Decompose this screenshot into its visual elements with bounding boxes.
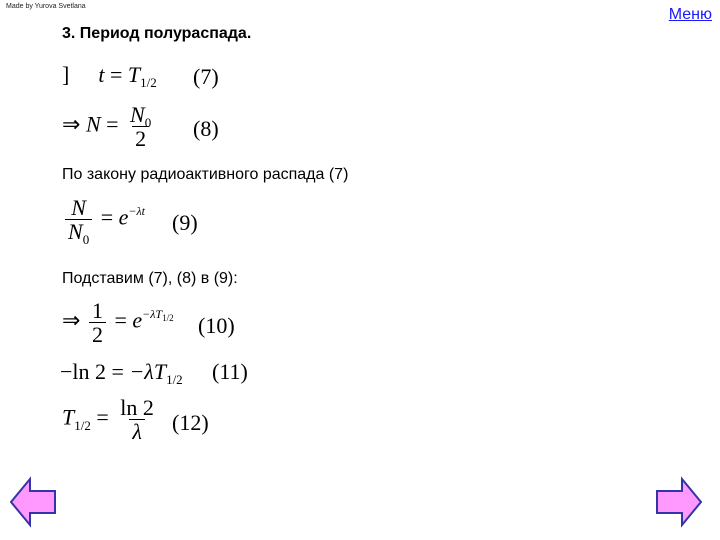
lambda-t-term: −λT <box>129 359 167 384</box>
equation-10 <box>62 299 174 346</box>
exponent-base: e <box>132 307 143 333</box>
n0-subscript: 0 <box>82 232 90 248</box>
n0-subscript: 0 <box>144 115 152 130</box>
half-life-symbol: T <box>62 404 75 430</box>
equation-number-10: (10) <box>198 313 235 338</box>
equals-sign: = <box>100 204 114 230</box>
fraction-ln2-over-lambda <box>117 396 157 443</box>
numerator-1: 1 <box>91 298 103 323</box>
n0-symbol: N <box>130 102 145 127</box>
equation-number-12: (12) <box>172 410 209 435</box>
neg-ln2: −ln 2 <box>60 359 107 384</box>
fraction-n0-over-2 <box>127 103 154 150</box>
n-variable: N <box>85 111 101 137</box>
equation-12 <box>62 396 160 443</box>
forward-button[interactable] <box>654 476 704 528</box>
fraction-1-over-2 <box>89 299 106 346</box>
exponent-base: e <box>118 204 129 230</box>
bracket-symbol: ] <box>62 62 70 87</box>
menu-link[interactable]: Меню <box>668 6 712 23</box>
equals-sign: = <box>96 404 109 430</box>
equals-sign: = <box>109 62 123 87</box>
text-substitute: Подставим (7), (8) в (9): <box>62 270 238 287</box>
left-arrow-icon <box>8 476 58 528</box>
equation-number-9: (9) <box>172 210 198 235</box>
time-variable: t <box>98 62 105 87</box>
equation-9 <box>62 195 146 248</box>
half-life-subscript: 1/2 <box>140 75 157 90</box>
equation-number-8: (8) <box>193 116 219 141</box>
equation-7 <box>62 62 157 88</box>
numerator-ln2: ln 2 <box>120 395 154 420</box>
equation-number-7: (7) <box>193 64 219 89</box>
back-button[interactable] <box>8 476 58 528</box>
equation-number-11: (11) <box>212 359 248 384</box>
fraction-n-over-n0 <box>65 195 92 248</box>
equation-8 <box>62 103 157 150</box>
equation-11 <box>60 359 183 385</box>
equals-sign: = <box>114 307 127 333</box>
n0-symbol: N <box>68 219 83 245</box>
exponent: −λt <box>128 203 146 218</box>
equals-sign: = <box>106 111 119 137</box>
denominator-lambda: λ <box>129 419 145 443</box>
exponent: −λT1/2 <box>142 306 174 323</box>
text-decay-law: По закону радиоактивного распада (7) <box>62 166 349 183</box>
author-credit: Made by Yurova Svetlana <box>6 3 86 10</box>
implies-arrow: ⇒ <box>62 111 81 137</box>
n-symbol: N <box>71 195 86 220</box>
implies-arrow: ⇒ <box>62 307 81 333</box>
denominator-2: 2 <box>89 322 106 346</box>
half-life-subscript: 1/2 <box>166 372 183 387</box>
slide-title: 3. Период полураспада. <box>62 25 252 42</box>
half-life-symbol: T <box>127 62 141 87</box>
half-life-subscript: 1/2 <box>74 417 91 433</box>
right-arrow-icon <box>654 476 704 528</box>
denominator-2: 2 <box>132 126 149 150</box>
equals-sign: = <box>111 359 124 384</box>
